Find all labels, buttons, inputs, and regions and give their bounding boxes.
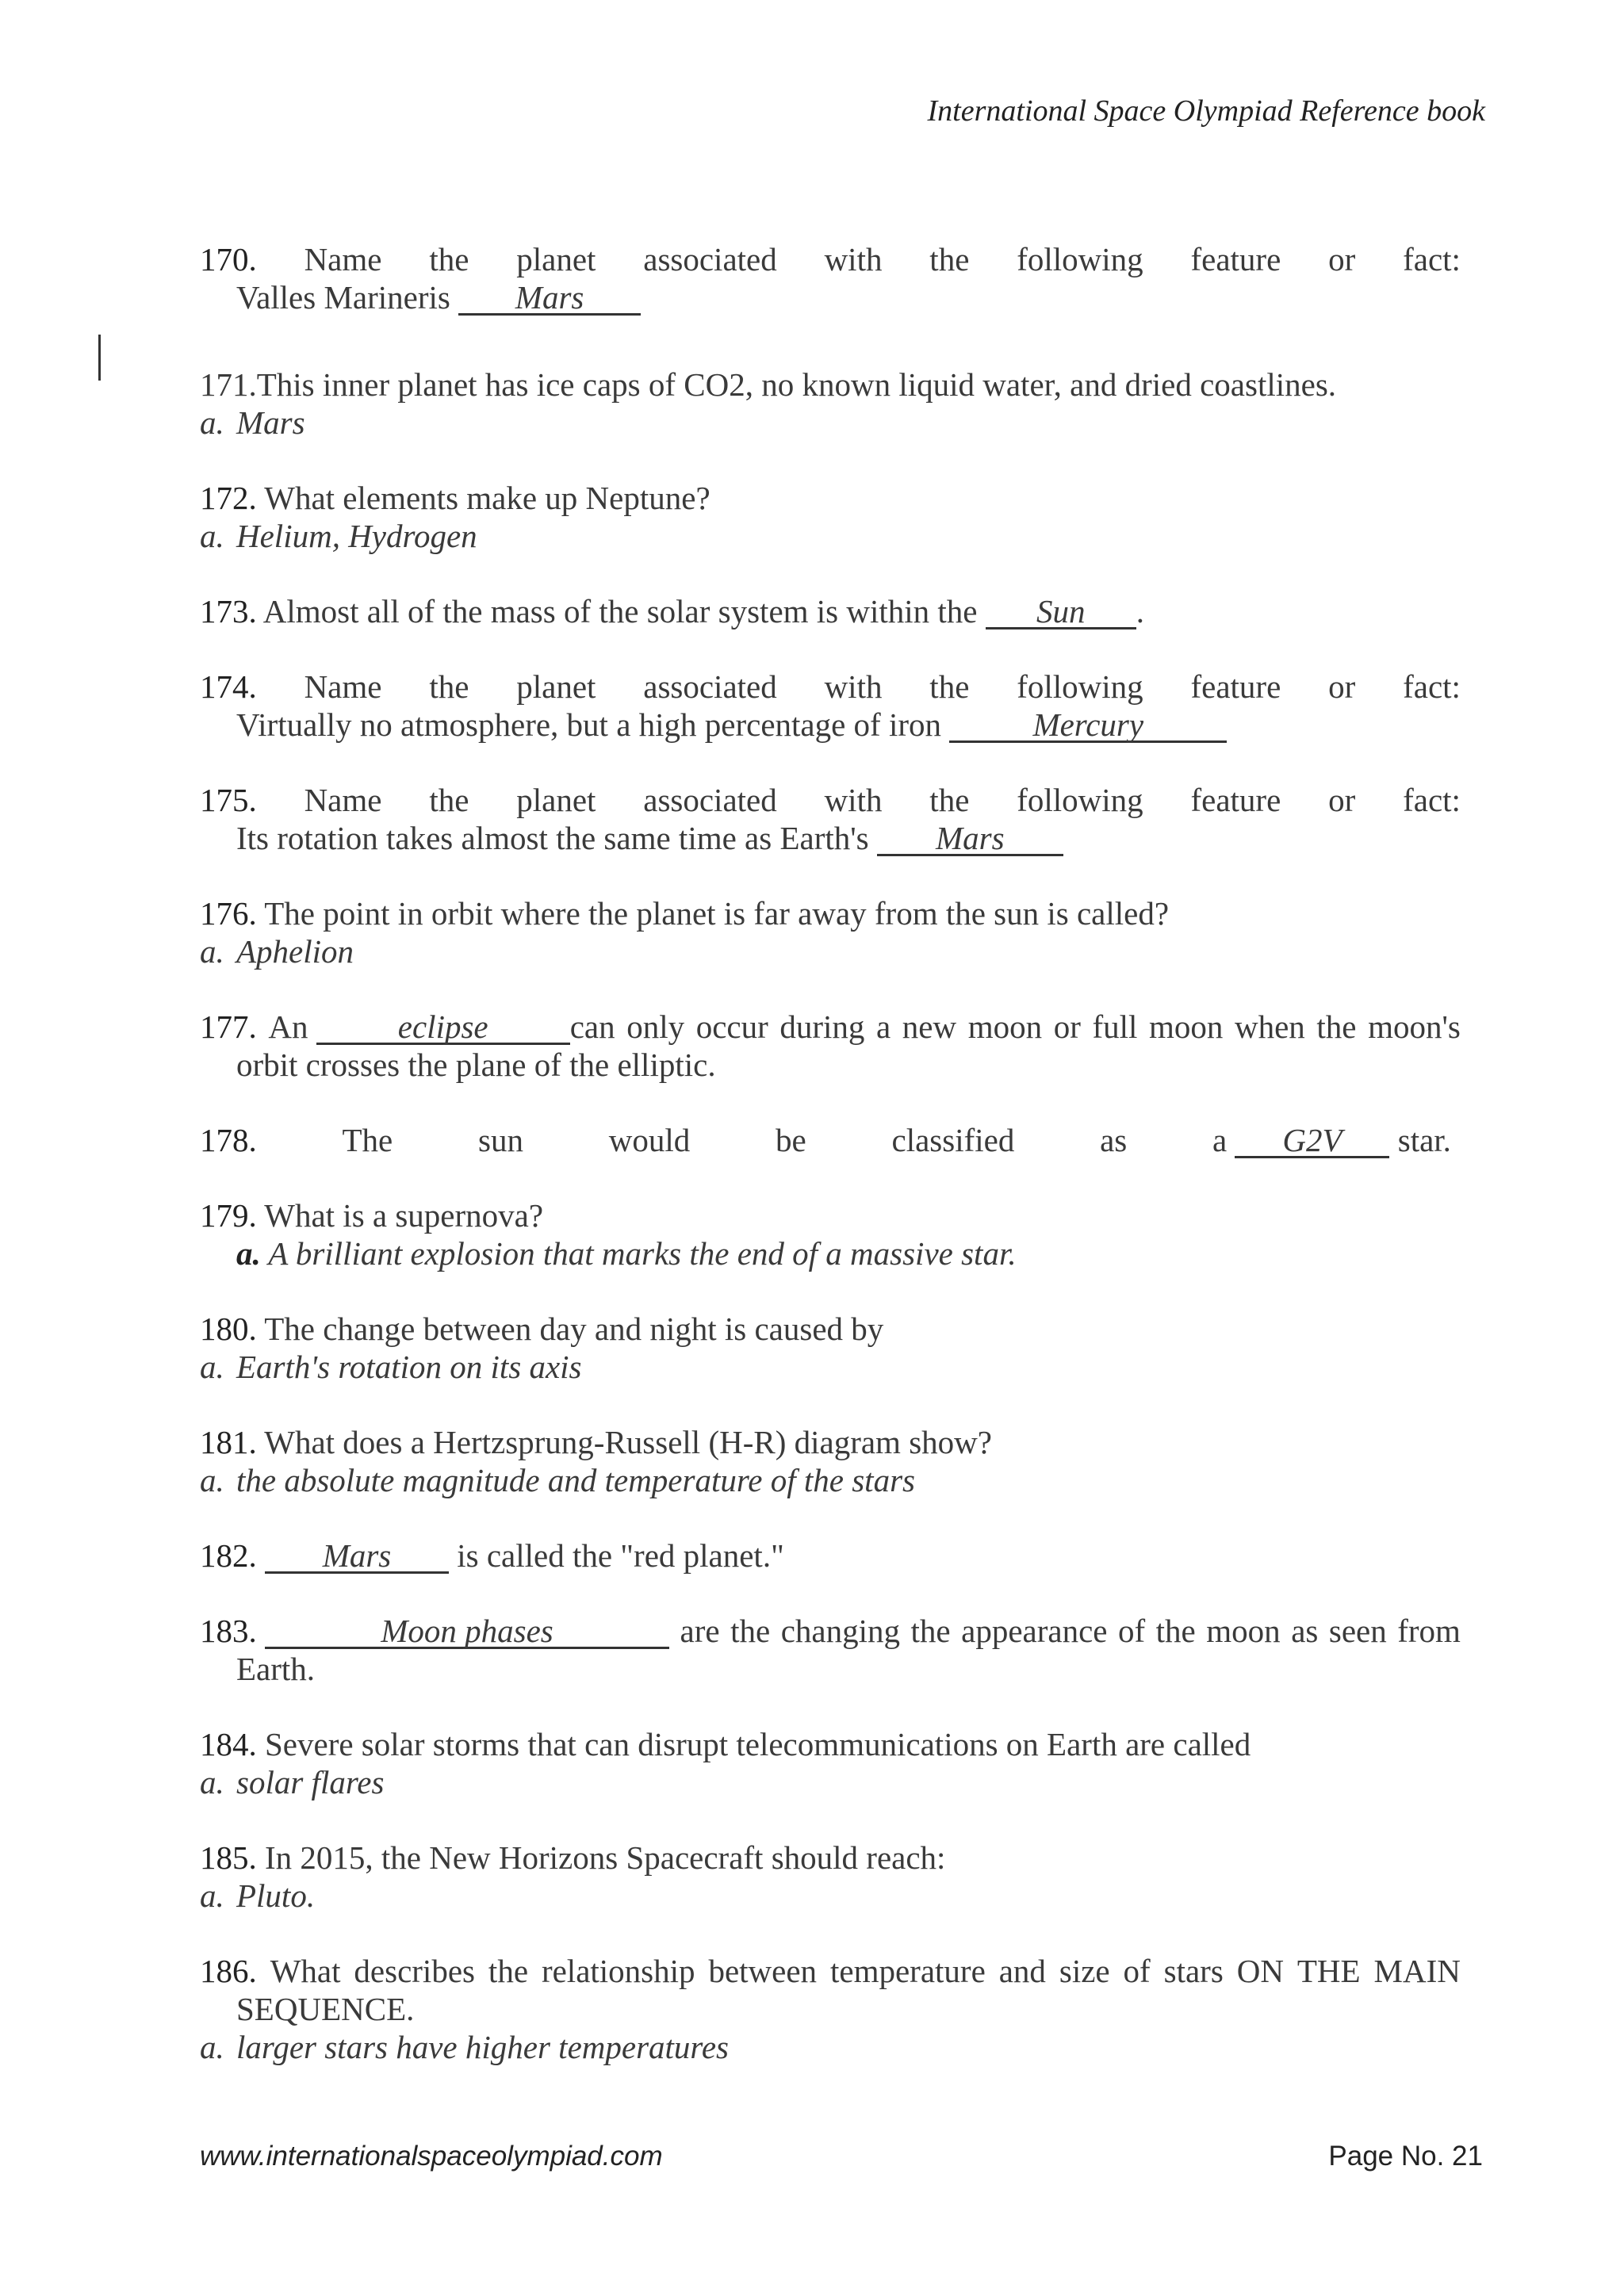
question-text: What is a supernova? xyxy=(264,1197,544,1234)
question-text: Its rotation takes almost the same time as Earth's xyxy=(236,820,869,856)
page-footer xyxy=(200,2141,1483,2172)
word: star. xyxy=(1397,1122,1451,1158)
answer-line xyxy=(200,1461,1461,1499)
word: associated xyxy=(643,782,777,818)
word: sun xyxy=(478,1122,523,1158)
word: relationship xyxy=(541,1953,695,1989)
word: as xyxy=(1291,1613,1319,1649)
question-183 xyxy=(200,1612,1461,1688)
word: THE xyxy=(1297,1953,1361,1989)
question-number: 179. xyxy=(200,1197,257,1234)
question-text: Valles Marineris xyxy=(236,279,450,316)
question-number: 170. xyxy=(200,241,257,277)
word: following xyxy=(1017,668,1143,705)
question-174-line2 xyxy=(200,706,1461,744)
question-number: 177. xyxy=(200,1008,257,1045)
question-number: 182. xyxy=(200,1537,257,1574)
word: and xyxy=(998,1953,1046,1989)
answer-text: the absolute magnitude and temperature of the stars xyxy=(236,1462,915,1498)
word: would xyxy=(608,1122,691,1158)
question-text: 171.This inner planet has ice caps of CO2, no known liquid water, and dried coastlines. xyxy=(200,366,1337,403)
question-number: 172. xyxy=(200,480,257,516)
answer-text: larger stars have higher temperatures xyxy=(236,2029,730,2065)
word: appearance xyxy=(961,1613,1108,1649)
word: temperature xyxy=(830,1953,986,1989)
fill-blank-answer: G2V xyxy=(1235,1124,1389,1158)
word: full xyxy=(1092,1008,1138,1045)
question-text: In 2015, the New Horizons Spacecraft should reach: xyxy=(265,1839,946,1876)
answer-line xyxy=(200,1877,1461,1915)
question-text: orbit crosses the plane of the elliptic. xyxy=(236,1047,716,1083)
answer-line xyxy=(200,1763,1461,1801)
question-176 xyxy=(200,894,1461,970)
fill-blank-answer: Mercury xyxy=(949,709,1227,743)
word: feature xyxy=(1190,241,1281,277)
question-178-line1 xyxy=(200,1121,1461,1159)
word: be xyxy=(776,1122,806,1158)
word: following xyxy=(1017,782,1143,818)
fill-blank-answer: eclipse xyxy=(316,1011,570,1045)
question-174 xyxy=(200,668,1461,744)
question-number: 175. xyxy=(200,782,257,818)
question-184 xyxy=(200,1725,1461,1801)
word: occur xyxy=(695,1008,768,1045)
question-text: Severe solar storms that can disrupt telecommunications on Earth are called xyxy=(265,1726,1251,1762)
word: the xyxy=(929,782,970,818)
answer-line xyxy=(200,932,1461,970)
fill-blank-answer: Mars xyxy=(265,1540,449,1574)
fill-blank-answer: Moon phases xyxy=(265,1615,669,1649)
word: or xyxy=(1328,668,1356,705)
question-text: Earth. xyxy=(236,1651,316,1687)
word: feature xyxy=(1190,668,1281,705)
word: planet xyxy=(516,241,596,277)
question-178 xyxy=(200,1121,1461,1159)
question-186-line1 xyxy=(200,1952,1461,1990)
question-182 xyxy=(200,1536,1461,1575)
word: or xyxy=(1328,782,1356,818)
word: or xyxy=(1328,241,1356,277)
question-171 xyxy=(200,365,1461,442)
word: Name xyxy=(304,782,382,818)
punctuation: . xyxy=(1136,593,1145,629)
word: with xyxy=(824,782,883,818)
question-175-line2 xyxy=(200,819,1461,857)
word: of xyxy=(1123,1953,1151,1989)
question-number: 178. xyxy=(200,1122,257,1158)
question-183-line1 xyxy=(200,1612,1461,1650)
word: a xyxy=(1212,1122,1228,1158)
word: of xyxy=(1117,1613,1146,1649)
answer-line xyxy=(200,2028,1461,2066)
question-number: 174. xyxy=(200,668,257,705)
word: feature xyxy=(1190,782,1281,818)
question-177 xyxy=(200,1008,1461,1084)
word: following xyxy=(1017,241,1143,277)
word: Name xyxy=(304,241,382,277)
word: associated xyxy=(643,241,777,277)
word: the xyxy=(488,1953,529,1989)
word: as xyxy=(1100,1122,1128,1158)
word: a xyxy=(876,1008,891,1045)
word: moon xyxy=(1148,1008,1224,1045)
word: with xyxy=(824,241,883,277)
question-175 xyxy=(200,781,1461,857)
question-180 xyxy=(200,1310,1461,1386)
answer-line xyxy=(200,1348,1461,1386)
question-172 xyxy=(200,479,1461,555)
answer-label: a. xyxy=(200,1462,224,1498)
question-text: The point in orbit where the planet is far away from the sun is called? xyxy=(264,895,1170,932)
answer-label: a. xyxy=(236,1235,261,1272)
word: can xyxy=(569,1008,615,1045)
word: only xyxy=(626,1008,685,1045)
word: new xyxy=(902,1008,957,1045)
question-number: 173. xyxy=(200,593,257,629)
word: moon xyxy=(1206,1613,1281,1649)
word: between xyxy=(708,1953,818,1989)
question-text: What does a Hertzsprung-Russell (H-R) diagram show? xyxy=(264,1424,992,1460)
question-number: 180. xyxy=(200,1311,257,1347)
question-text: The change between day and night is caused by xyxy=(264,1311,884,1347)
word: the xyxy=(429,241,469,277)
answer-label: a. xyxy=(200,933,224,970)
fill-blank-answer: Sun xyxy=(986,595,1136,629)
word: What xyxy=(270,1953,341,1989)
question-174-line1 xyxy=(200,668,1461,706)
word: fact: xyxy=(1403,668,1461,705)
running-header: International Space Olympiad Reference book xyxy=(927,94,1485,128)
word: fact: xyxy=(1403,241,1461,277)
word: moon's xyxy=(1368,1008,1461,1045)
word: changing xyxy=(780,1613,900,1649)
word: ON xyxy=(1236,1953,1284,1989)
answer-label: a. xyxy=(200,1877,224,1914)
answer-label: a. xyxy=(200,1349,224,1385)
question-number: 186. xyxy=(200,1953,257,1989)
answer-label: a. xyxy=(200,404,224,441)
answer-text: Pluto. xyxy=(236,1877,316,1914)
word: are xyxy=(680,1613,720,1649)
question-179 xyxy=(200,1196,1461,1272)
answer-line xyxy=(200,517,1461,555)
answer-label: a. xyxy=(200,1764,224,1800)
answer-line xyxy=(200,404,1461,442)
question-170-line2 xyxy=(200,278,1461,316)
question-173 xyxy=(200,592,1461,630)
word: the xyxy=(1155,1613,1196,1649)
word: the xyxy=(910,1613,951,1649)
answer-text: solar flares xyxy=(236,1764,385,1800)
word: planet xyxy=(516,782,596,818)
footer-website-link[interactable]: www.internationalspaceolympiad.com xyxy=(200,2141,663,2172)
word: MAIN xyxy=(1373,1953,1461,1989)
word: or xyxy=(1053,1008,1081,1045)
question-170 xyxy=(200,240,1461,316)
answer-text: Earth's rotation on its axis xyxy=(236,1349,582,1385)
word: Name xyxy=(304,668,382,705)
question-text: SEQUENCE. xyxy=(236,1991,415,2027)
word: size xyxy=(1059,1953,1110,1989)
question-number: 185. xyxy=(200,1839,257,1876)
question-181 xyxy=(200,1423,1461,1499)
answer-label: a. xyxy=(200,2029,224,2065)
word: the xyxy=(929,668,970,705)
word: planet xyxy=(516,668,596,705)
word: classified xyxy=(891,1122,1015,1158)
answer-line xyxy=(200,1234,1461,1272)
question-number: 181. xyxy=(200,1424,257,1460)
question-175-line1 xyxy=(200,781,1461,819)
word: associated xyxy=(643,668,777,705)
word: moon xyxy=(967,1008,1043,1045)
word: the xyxy=(730,1613,771,1649)
word: from xyxy=(1397,1613,1461,1649)
word: when xyxy=(1234,1008,1305,1045)
answer-text: Aphelion xyxy=(236,933,354,970)
word: An xyxy=(268,1008,308,1045)
question-177-line1 xyxy=(200,1008,1461,1046)
word: seen xyxy=(1328,1613,1387,1649)
question-185 xyxy=(200,1839,1461,1915)
answer-label: a. xyxy=(200,518,224,554)
question-text: What elements make up Neptune? xyxy=(264,480,710,516)
answer-text: Mars xyxy=(236,404,305,441)
question-text: is called the "red planet." xyxy=(457,1537,784,1574)
word: fact: xyxy=(1403,782,1461,818)
page-number: Page No. 21 xyxy=(1328,2141,1483,2172)
word: stars xyxy=(1163,1953,1224,1989)
answer-text: Helium, Hydrogen xyxy=(236,518,477,554)
word: with xyxy=(824,668,883,705)
word: the xyxy=(429,668,469,705)
answer-text: A brilliant explosion that marks the end of a massive star. xyxy=(268,1235,1017,1272)
word: during xyxy=(779,1008,865,1045)
word: The xyxy=(342,1122,393,1158)
question-number: 176. xyxy=(200,895,257,932)
word: the xyxy=(429,782,469,818)
question-number: 183. xyxy=(200,1613,257,1649)
question-list xyxy=(200,240,1461,2103)
question-number: 184. xyxy=(200,1726,257,1762)
text-cursor xyxy=(98,335,101,381)
fill-blank-answer: Mars xyxy=(877,822,1063,856)
word: the xyxy=(929,241,970,277)
word: the xyxy=(1316,1008,1357,1045)
fill-blank-answer: Mars xyxy=(458,281,641,316)
question-170-line1 xyxy=(200,240,1461,278)
question-text: Virtually no atmosphere, but a high percentage of iron xyxy=(236,706,942,743)
question-186 xyxy=(200,1952,1461,2066)
question-text: Almost all of the mass of the solar system is within the xyxy=(262,593,978,629)
word: describes xyxy=(354,1953,475,1989)
